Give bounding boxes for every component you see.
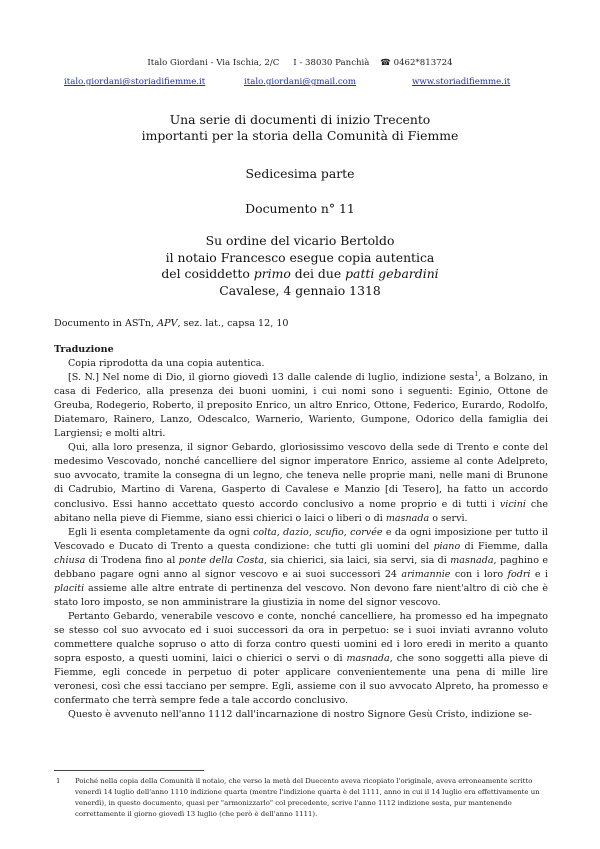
paragraph-6: Questo è avvenuto nell'anno 1112 dall'incarnazione di nostro Signore Gesù Cristo, indizione se- xyxy=(68,709,533,721)
footnote-ref[interactable]: 1 xyxy=(474,370,479,378)
section-heading: Traduzione xyxy=(54,344,114,355)
footnote xyxy=(54,776,548,820)
paragraph-3: Qui, alla loro presenza, il signor Gebardo, gloriosissimo vescovo della sede di Trento e conte del medesimo Vescovado, nonché cancelliere del signor imperatore Enrico, assieme al conte Adelpreto, suo avvocato, tramite la consegna di un legno, che teneva nelle proprie mani, nelle mani di Brunone di Cadrubio, Martino di Varena, Gasperto di Cavalese e Manzio [di Tesero], ha fatto un accordo conclusivo. Essi hanno accettato questo accordo conclusivo a nome proprio e di tutti i vicini che abitano nella pieve di Fiemme, siano essi chierici o laici o liberi o di masnada o servi. xyxy=(54,442,548,524)
telephone-icon: ☎ xyxy=(380,58,391,68)
place-date: Cavalese, 4 gennaio 1318 xyxy=(219,282,381,298)
postal-code: I - 38030 xyxy=(293,58,333,68)
website-link[interactable]: www.storiadifiemme.it xyxy=(412,77,511,87)
email-link-primary[interactable]: italo.giordani@storiadifiemme.it xyxy=(64,77,206,87)
series-title-line-2: importanti per la storia della Comunità di Fiemme xyxy=(141,128,459,143)
translation-body xyxy=(54,343,548,722)
paragraph-1: Copia riprodotta da una copia autentica. xyxy=(68,358,265,370)
footnote-divider xyxy=(54,770,204,771)
series-title-line-1: Una serie di documenti di inizio Trecento xyxy=(169,112,431,127)
subject-line-1: Su ordine del vicario Bertoldo xyxy=(205,233,395,248)
footnote-number: 1 xyxy=(56,777,61,785)
phone-number: 0462*813724 xyxy=(393,58,453,68)
subject-line-3: del cosiddetto primo dei due patti gebardini xyxy=(161,266,439,281)
document-number: Documento n° 11 xyxy=(245,201,355,216)
part-title: Sedicesima parte xyxy=(245,166,355,181)
series-title xyxy=(0,112,600,144)
archival-source: Documento in ASTn, APV, sez. lat., capsa 12, 10 xyxy=(54,318,289,329)
paragraph-2: [S. N.] Nel nome di Dio, il giorno giovedì 13 dalle calende di luglio, indizione sesta$^1$, a Bolzano, in casa di Federico, alla presenza dei buoni uomini, i cui nomi sono i seguenti: Eginio, Ottone de Greuba, Rodegerio, Roberto, il preposito Enrico, un altro Enrico, Ottone, Federico, Eurardo, Rodolfo, Diatemaro, Rainero, Lanzo, Odescalco, Warnerio, Wariento, Gumpone, Odorico della famiglia dei Largiensi; e molti altri. xyxy=(54,370,548,440)
letterhead xyxy=(0,58,600,68)
footnote-text: Poiché nella copia della Comunità il notaio, che verso la metà del Duecento aveva ricopiato l'originale, aveva erroneamente scritto venerdì 14 luglio dell'anno 1110 indizione quarta (mentre l'indizione quarta è del 1111, anno in cui il 14 luglio era effettivamente un venerdì), in questo documento, quasi per "armonizzarlo" col precedente, scrive l'anno 1112 indizione sesta, pur mantenendo correttamente il giorno giovedì 13 luglio (che però è dell'anno 1111). xyxy=(75,777,540,818)
author-address: Italo Giordani - Via Ischia, 2/C xyxy=(147,58,280,68)
paragraph-4: Egli li esenta completamente da ogni colta, dazio, scufio, corvée e da ogni imposizione per tutto il Vescovado e Ducato di Trento a questa condizione: che tutti gli uomini del piano di Fiemme, dalla chiusa di Trodena fino al ponte della Costa, sia chierici, sia laici, sia servi, sia di masnada, paghino e debbano pagare ogni anno al signor vescovo e ai suoi successori 24 arimannie con i loro fodri e i placiti assieme alle altre entrate di pertinenza del vescovo. Non devono fare nient'altro di ciò che è stato loro imposto, se non amministrare la giustizia in nome del signor vescovo. xyxy=(54,526,548,608)
town: Panchià xyxy=(335,58,370,68)
paragraph-5: Pertanto Gebardo, venerabile vescovo e conte, nonché cancelliere, ha promesso ed ha impegnato se stesso col suo avvocato ed i suoi successori da ora in perpetuo: se i suoi inviati avranno voluto commettere qualche sopruso o atto di forza contro questi uomini ed i loro eredi in merito a quanto sopra esposto, a questi uomini, laici o chierici o servi o di masnada, che sono soggetti alla pieve di Fiemme, egli concede in perpetuo di poter applicare convenientemente una pena di mille lire veronesi, così che essi tacciano per sempre. Egli, assieme con il suo avvocato Alpreto, ha promesso e confermato che terrà sempre fede a tale accordo conclusivo. xyxy=(54,610,548,707)
email-link-gmail[interactable]: italo.giordani@gmail.com xyxy=(244,77,356,87)
document-subject xyxy=(0,233,600,299)
subject-line-2: il notaio Francesco esegue copia autentica xyxy=(165,249,435,265)
